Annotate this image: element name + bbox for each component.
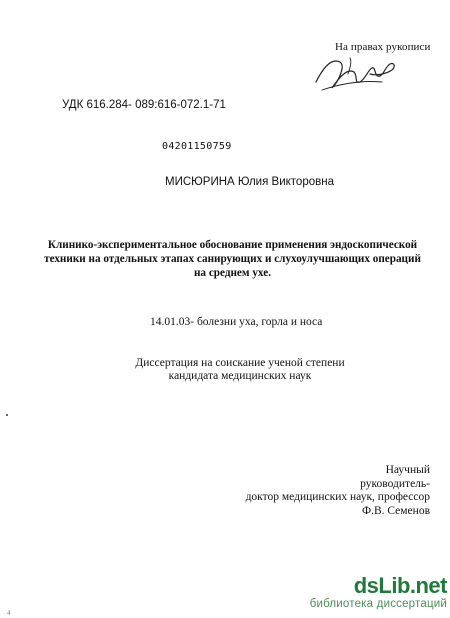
registration-number: 04201150759	[162, 141, 232, 152]
scan-dot	[6, 414, 8, 416]
title-line: на среднем ухе.	[193, 267, 271, 279]
supervisor-line: доктор медицинских наук, профессор	[245, 491, 430, 503]
supervisor-line: Научный	[385, 464, 430, 476]
corner-mark: 4	[7, 609, 11, 617]
specialty-code: 14.01.03- болезни уха, горла и носа	[150, 316, 323, 328]
dissertation-title	[40, 238, 425, 280]
watermark-subtitle: библиотека диссертаций	[309, 598, 447, 610]
title-line: Клинико-экспериментальное обоснование применения эндоскопической	[47, 239, 418, 251]
degree-line: кандидата медицинских наук	[168, 370, 312, 382]
author-name: МИСЮРИНА Юлия Викторовна	[165, 176, 334, 188]
title-line: техники на отдельных этапах санирующих и слухоулучшающих операций	[44, 253, 421, 265]
supervisor-line: руководитель-	[360, 477, 430, 490]
supervisor-line: Ф.В. Семенов	[361, 504, 430, 517]
handwritten-signature	[310, 52, 400, 94]
supervisor-block	[238, 464, 430, 518]
udk-code: УДК 616.284- 089:616-072.1-71	[62, 99, 226, 111]
degree-statement	[120, 357, 360, 383]
degree-line: Диссертация на соискание ученой степени	[135, 357, 345, 369]
manuscript-rights-note: На правах рукописи	[335, 41, 431, 53]
dslib-watermark[interactable]	[292, 575, 447, 611]
watermark-logo: dsLib.net	[353, 573, 447, 598]
